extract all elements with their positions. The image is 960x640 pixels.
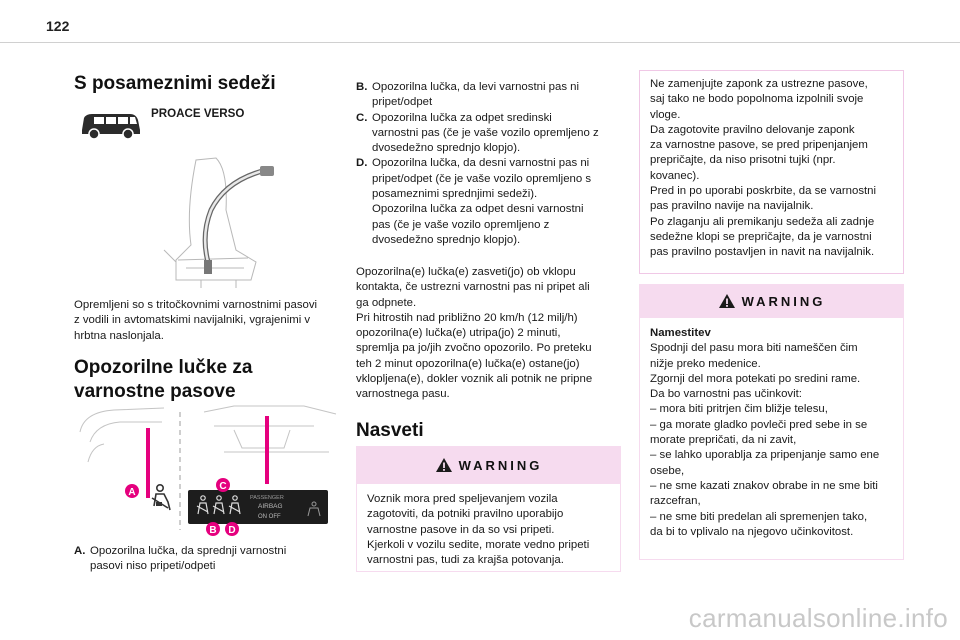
item-a	[74, 544, 344, 575]
warning-title: WARNING	[741, 293, 826, 309]
text-line: Po zlaganju ali premikanju sedeža ali zadnje	[650, 215, 875, 228]
text-line: Da bo varnostni pas učinkovit:	[650, 388, 802, 401]
callout-b-label: B	[209, 525, 217, 536]
text-line: pasovi niso pripeti/odpeti	[90, 560, 216, 573]
text-line: osebe,	[650, 464, 685, 477]
text-line: da bi to vplivalo na njegovo učinkovitost.	[650, 525, 854, 538]
section-title-warning-lamps	[74, 356, 252, 404]
text-line: pas pravilno postavljen in navit na navijalnik.	[650, 246, 875, 259]
text-line: nižje preko medenice.	[650, 357, 761, 370]
title-line: Opozorilne lučke za	[74, 357, 253, 378]
warning-box-1	[356, 446, 621, 572]
lamp-list	[356, 80, 624, 248]
model-label: PROACE VERSO	[151, 107, 245, 120]
warning-header	[356, 446, 621, 484]
text-line: varnostni pas, tudi za krajša potovanja.	[367, 554, 564, 567]
text-line: saj tako ne bodo popolnoma izpolnili svoje	[650, 93, 864, 106]
item-letter: A.	[74, 545, 86, 557]
callout-c-label: C	[219, 481, 227, 492]
warning-body	[639, 318, 904, 560]
list-item-b	[356, 80, 624, 111]
text-line: sedežne klopi se prepričajte, da je varnostni	[650, 230, 872, 243]
warning-box-2	[639, 284, 904, 560]
page-number: 122	[46, 18, 70, 34]
warning-triangle-icon	[718, 293, 736, 309]
text-line: Zgornji del mora potekati po sredini rame.	[650, 372, 861, 385]
text-line: varnostne pasove in da so vsi pripeti.	[367, 523, 555, 536]
text-line: Opremljeni so s tritočkovnimi varnostnimi pasovi	[74, 299, 318, 311]
dashboard-illustration	[74, 402, 338, 536]
text-line: Opozorilna lučka, da desni varnostni pas ni	[372, 157, 590, 170]
section-title-tips: Nasveti	[356, 420, 424, 441]
text-line: prepričajte, da niso prisotni tujki (npr.	[650, 154, 836, 167]
warning-header	[639, 284, 904, 318]
text-line: Pred in po uporabi poskrbite, da se varnostni	[650, 185, 877, 198]
text-line: vklopljena(e), dokler voznik ali potnik ne pripne	[356, 373, 593, 386]
seatbelt-warning-icon	[152, 485, 170, 510]
warning-triangle-icon	[435, 457, 453, 473]
text-line: dvosedežno sprednjo klopjo).	[372, 142, 521, 155]
callout-d	[225, 522, 239, 536]
top-divider	[0, 42, 960, 43]
text-line: varnostni pas (če je vaše vozilo opremljeno z	[372, 126, 599, 139]
text-line: posameznimi sprednjimi sedeži).	[372, 188, 538, 201]
callout-d-label: D	[228, 525, 236, 536]
text-line: Voznik mora pred speljevanjem vozila	[367, 493, 558, 505]
text-line: Pri hitrostih nad približno 20 km/h (12 milj/h)	[356, 311, 578, 324]
text-line: zagotoviti, da potniki pravilno uporabijo	[367, 508, 564, 521]
text-line: razcefran,	[650, 495, 701, 508]
panel-text-passenger: PASSENGER	[250, 495, 284, 501]
warning-title: WARNING	[458, 457, 543, 473]
text-line: Opozorilna lučka za odpet sredinski	[372, 111, 552, 124]
text-line: pas pravilno navije na navijalnik.	[650, 200, 814, 213]
text-line: Opozorilna lučka, da sprednji varnostni	[90, 545, 287, 557]
text-line: Ne zamenjujte zaponk za ustrezne pasove,	[650, 78, 868, 90]
text-line: kontakta, če ustrezni varnostni pas ni pripet ali	[356, 281, 590, 294]
text-line: Kjerkoli v vozilu sedite, morate vedno pripeti	[367, 538, 590, 551]
text-line: pripet/odpet	[372, 96, 433, 109]
text-line: z vodili in avtomatskimi navijalniki, vgrajenimi v	[74, 314, 311, 327]
text-line: varnostnega pasu.	[356, 388, 450, 401]
text-line: vloge.	[650, 108, 681, 121]
item-letter: D.	[356, 157, 368, 170]
panel-text-onoff: ON OFF	[258, 514, 281, 520]
warning-body	[356, 484, 621, 572]
panel-text-airbag: AIRBAG	[258, 503, 283, 510]
lamp-paragraph	[356, 265, 624, 403]
text-line: pripet/odpet (če je vaše vozilo opremljeno s	[372, 172, 592, 185]
warning-subtitle: Namestitev	[650, 327, 711, 339]
text-line: Da zagotovite pravilno delovanje zaponk	[650, 123, 855, 136]
text-line: Opozorilna lučka za odpet desni varnostni	[372, 203, 584, 216]
callout-c	[216, 478, 230, 492]
text-line: opozorilna(e) lučka(e) utripa(jo) 2 minuti,	[356, 327, 561, 340]
text-line: hrbtna naslonjala.	[74, 329, 164, 342]
list-item-d	[356, 156, 624, 248]
text-line: spremlja pa jo/jih zvočno opozorilo. Po preteku	[356, 342, 592, 355]
title-line: varnostne pasove	[74, 381, 236, 402]
text-line: – ne sme biti predelan ali spremenjen tako,	[650, 510, 868, 523]
item-letter: C.	[356, 111, 368, 124]
text-line: dvosedežno sprednjo klopjo).	[372, 233, 521, 246]
belt-info-box	[639, 70, 904, 274]
text-line: morate prepričati, da ni zavit,	[650, 434, 797, 447]
text-line: – se lahko uporablja za pripenjanje samo ene	[650, 449, 880, 462]
van-icon	[78, 106, 142, 140]
text-line: teh 2 minut opozorilna(e) lučka(e) ostane(jo)	[356, 357, 580, 370]
item-letter: B.	[356, 81, 368, 93]
text-line: pas (če je vaše vozilo opremljeno z	[372, 218, 550, 231]
callout-a	[125, 484, 139, 498]
seat-paragraph	[74, 298, 344, 344]
text-line: za varnostne pasove, se pred pripenjanjem	[650, 139, 868, 152]
callout-b	[206, 522, 220, 536]
text-line: – ne sme kazati znakov obrabe in ne sme biti	[650, 479, 878, 492]
text-line: kovanec).	[650, 169, 700, 182]
list-item-c	[356, 111, 624, 157]
seat-belt-illustration	[156, 150, 286, 290]
text-line: Spodnji del pasu mora biti nameščen čim	[650, 342, 858, 355]
text-line: ga odpnete.	[356, 296, 417, 309]
text-line: Opozorilna(e) lučka(e) zasveti(jo) ob vklopu	[356, 266, 576, 278]
callout-a-label: A	[128, 487, 136, 498]
section-title-seats: S posameznimi sedeži	[74, 73, 276, 94]
text-line: Opozorilna lučka, da levi varnostni pas ni	[372, 81, 580, 93]
watermark: carmanualsonline.info	[688, 603, 948, 633]
text-line: – mora biti pritrjen čim bližje telesu,	[650, 403, 828, 416]
text-line: – ga morate gladko povleči pred sebe in se	[650, 418, 868, 431]
